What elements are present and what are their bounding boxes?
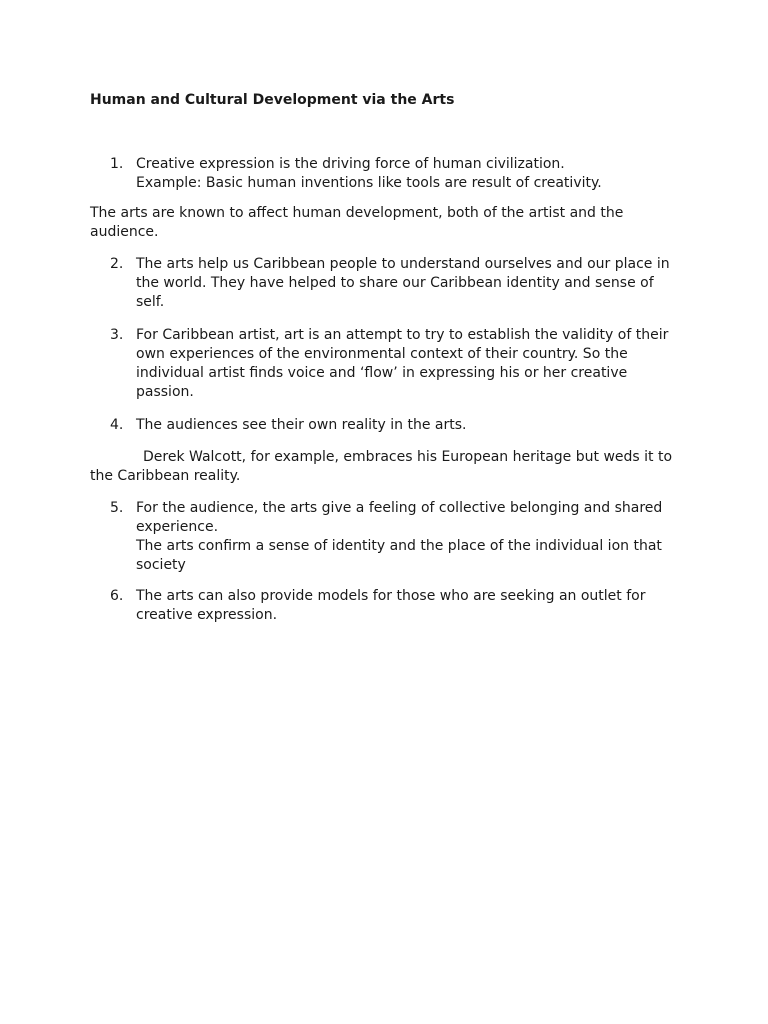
list-item-text: The arts can also provide models for those who are seeking an outlet for creative expression. — [136, 588, 646, 623]
list-item-text: For Caribbean artist, art is an attempt to try to establish the validity of their own experiences of the environmental context of their country. So the individual artist finds voice and ‘flow’ in expressing his or her creative passion. — [136, 327, 669, 400]
list-item-text: Creative expression is the driving force of human civilization. — [136, 156, 565, 172]
list-number: 2. — [110, 256, 124, 272]
list-number: 4. — [110, 417, 124, 433]
list-item-body — [136, 499, 676, 575]
document-title: Human and Cultural Development via the Arts — [90, 92, 455, 108]
list-item-example: Example: Basic human inventions like tools are result of creativity. — [136, 175, 602, 191]
list-number: 1. — [110, 156, 124, 172]
list-item-text: The audiences see their own reality in the arts. — [136, 417, 467, 433]
list-item-6 — [90, 587, 680, 625]
list-item-body — [136, 155, 676, 193]
list-item-1 — [90, 155, 680, 193]
list-number: 5. — [110, 500, 124, 516]
list-item-4 — [90, 416, 680, 435]
list-item-text: The arts help us Caribbean people to understand ourselves and our place in the world. They have helped to share our Caribbean identity and sense of self. — [136, 256, 670, 310]
list-item-text: For the audience, the arts give a feeling of collective belonging and shared experience. — [136, 500, 663, 535]
paragraph-arts-affect: The arts are known to affect human development, both of the artist and the audience. — [90, 205, 624, 240]
list-item-5 — [90, 499, 680, 575]
list-item-subtext: The arts confirm a sense of identity and the place of the individual ion that society — [136, 538, 662, 573]
list-number: 3. — [110, 327, 124, 343]
list-number: 6. — [110, 588, 124, 604]
list-item-2 — [90, 255, 680, 312]
list-item-3 — [90, 326, 680, 402]
paragraph-derek-walcott: Derek Walcott, for example, embraces his European heritage but weds it to the Caribbean reality. — [90, 449, 673, 484]
